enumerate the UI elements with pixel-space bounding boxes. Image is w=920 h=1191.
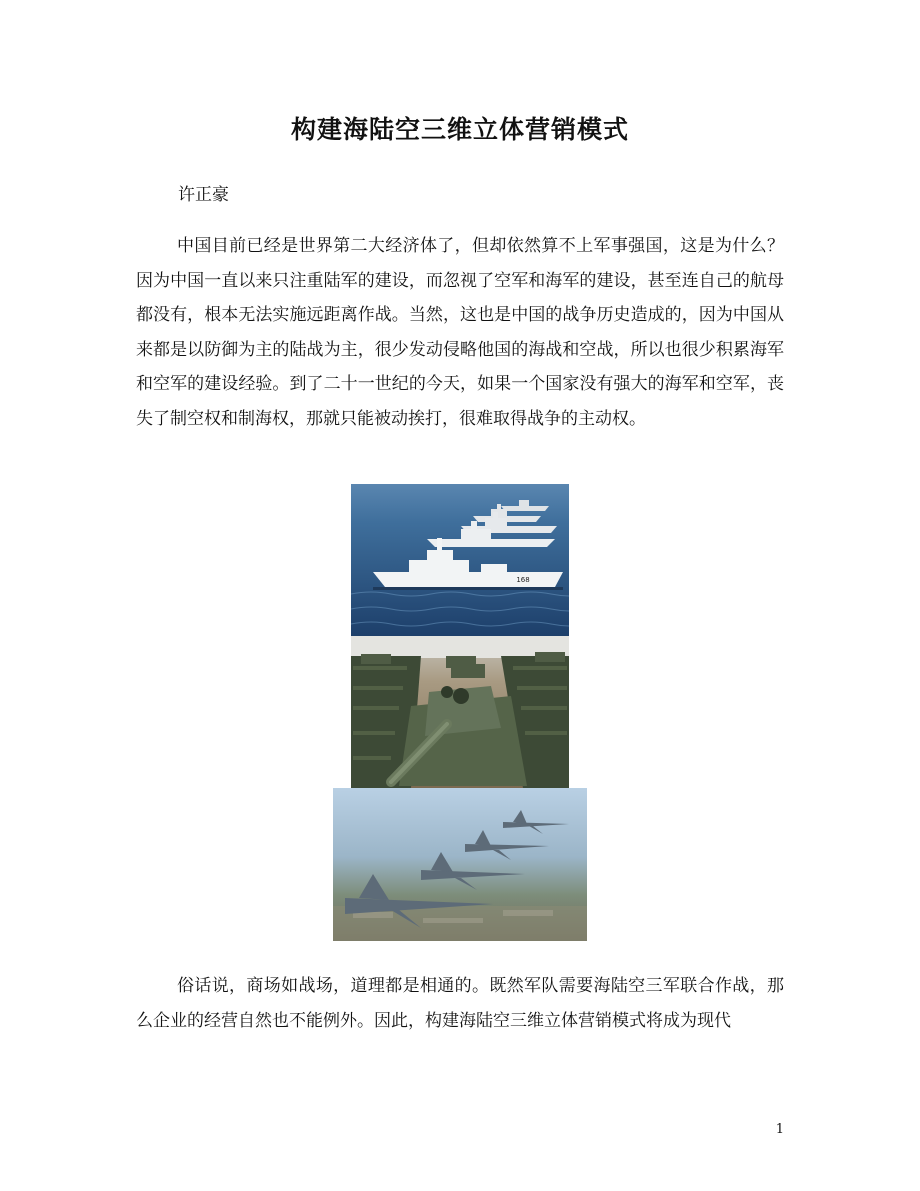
fighter-jets-photo xyxy=(333,788,587,941)
page-number: 1 xyxy=(775,1122,784,1137)
tank-parade-photo xyxy=(351,636,569,788)
paragraph-2: 俗话说，商场如战场，道理都是相通的。既然军队需要海陆空三军联合作战，那么企业的经营自然也不能例外。因此，构建海陆空三维立体营销模式将成为现代 xyxy=(136,976,784,1031)
document-title: 构建海陆空三维立体营销模式 xyxy=(290,115,629,144)
paragraph-1: 中国目前已经是世界第二大经济体了，但却依然算不上军事强国，这是为什么？因为中国一直以来只注重陆军的建设，而忽视了空军和海军的建设，甚至连自己的航母都没有，根本无法实施远距离作战。当然，这也是中国的战争历史造成的，因为中国从来都是以防御为主的陆战为主，很少发动侵略他国的海战和空战，所以也很少积累海军和空军的建设经验。到了二十一世纪的今天，如果一个国家没有强大的海军和空军，丧失了制空权和制海权，那就只能被动挨打，很难取得战争的主动权。 xyxy=(136,236,784,429)
hull-number-label: 168 xyxy=(516,576,530,584)
author-name: 许正豪 xyxy=(178,185,229,205)
naval-fleet-photo xyxy=(351,484,569,636)
